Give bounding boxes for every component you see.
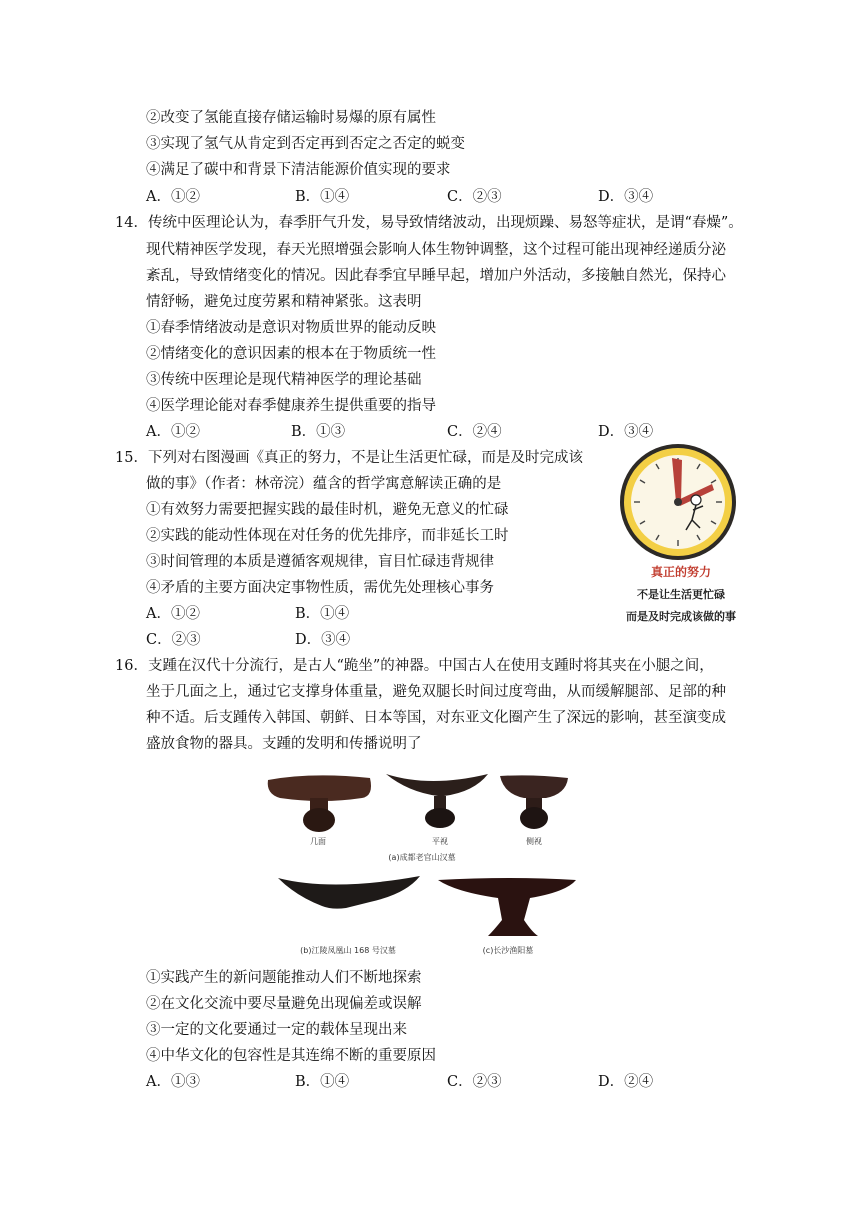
q15-stem-line-2: 做的事》（作者：林帝浣）蕴含的哲学寓意解读正确的是 <box>146 476 502 492</box>
q14-option-b: B．①③ <box>291 424 346 440</box>
q13-option-b: B．①④ <box>295 189 350 205</box>
q14-item-2: ②情绪变化的意识因素的根本在于物质统一性 <box>146 346 436 362</box>
q16-option-c: C．②③ <box>447 1074 502 1090</box>
q15-stem-line-1: 15．下列对右图漫画《真正的努力，不是让生活更忙碌，而是及时完成该 <box>115 450 583 466</box>
q15-option-d: D．③④ <box>295 632 351 648</box>
q14-option-a: A．①② <box>146 424 200 440</box>
cartoon-line-3: 而是及时完成该做的事 <box>626 610 736 623</box>
label-jimian: 几面 <box>310 837 326 846</box>
artifact-a-side-view <box>500 775 568 829</box>
q14-item-1: ①春季情绪波动是意识对物质世界的能动反映 <box>146 320 436 336</box>
label-pingshi: 平视 <box>432 837 448 846</box>
q16-stem-line-4: 盛放食物的器具。支踵的发明和传播说明了 <box>146 736 422 752</box>
q16-item-3: ③一定的文化要通过一定的载体呈现出来 <box>146 1022 407 1038</box>
q14-stem-line-2: 现代精神医学发现，春天光照增强会影响人体生物钟调整，这个过程可能出现神经递质分泌 <box>146 242 726 258</box>
cartoon-line-2: 不是让生活更忙碌 <box>637 588 725 601</box>
artifact-a-front-view <box>386 774 488 828</box>
q15-item-1: ①有效努力需要把握实践的最佳时机，避免无意义的忙碌 <box>146 502 509 518</box>
label-ceshi: 侧视 <box>526 837 542 846</box>
caption-b: (b)江陵凤凰山 168 号汉墓 <box>300 946 396 955</box>
q16-stem-line-2: 坐于几面之上，通过它支撑身体重量，避免双腿长时间过度弯曲，从而缓解腿部、足部的种 <box>146 684 726 700</box>
q14-item-3: ③传统中医理论是现代精神医学的理论基础 <box>146 372 422 388</box>
q16-stem-line-1: 16．支踵在汉代十分流行，是古人“跪坐”的神器。中国古人在使用支踵时将其夹在小腿之间， <box>115 658 714 674</box>
q14-stem-line-3: 紊乱，导致情绪变化的情况。因此春季宜早睡早起，增加户外活动，多接触自然光，保持心 <box>146 268 726 284</box>
artifact-c <box>438 878 576 936</box>
q15-option-c: C．②③ <box>146 632 201 648</box>
q16-stem-line-3: 种不适。后支踵传入韩国、朝鲜、日本等国，对东亚文化圈产生了深远的影响，甚至演变成 <box>146 710 726 726</box>
q16-item-4: ④中华文化的包容性是其连绵不断的重要原因 <box>146 1048 436 1064</box>
q16-item-2: ②在文化交流中要尽量避免出现偏差或误解 <box>146 996 422 1012</box>
caption-c: (c)长沙渔阳墓 <box>482 946 534 955</box>
q13-option-d: D．③④ <box>598 189 654 205</box>
q15-item-3: ③时间管理的本质是遵循客观规律，盲目忙碌违背规律 <box>146 554 494 570</box>
q13-item-2: ②改变了氢能直接存储运输时易爆的原有属性 <box>146 110 436 126</box>
q14-stem-line-1: 14．传统中医理论认为，春季肝气升发，易导致情绪波动，出现烦躁、易怒等症状，是谓“春燥”。 <box>115 215 743 231</box>
q15-option-a: A．①② <box>146 606 200 622</box>
artifact-b <box>278 876 420 909</box>
q16-option-d: D．②④ <box>598 1074 654 1090</box>
artifact-a-top-view <box>268 775 371 832</box>
clock-illustration <box>606 440 756 630</box>
q16-item-1: ①实践产生的新问题能推动人们不断地探索 <box>146 970 422 986</box>
q14-option-d: D．③④ <box>598 424 654 440</box>
q16-option-b: B．①④ <box>295 1074 350 1090</box>
caption-a: (a)成都老官山汉墓 <box>388 853 456 862</box>
q14-item-4: ④医学理论能对春季健康养生提供重要的指导 <box>146 398 436 414</box>
q13-option-c: C．②③ <box>447 189 502 205</box>
q15-cartoon <box>606 440 756 630</box>
q13-option-a: A．①② <box>146 189 200 205</box>
q14-option-c: C．②④ <box>447 424 502 440</box>
q14-stem-line-4: 情舒畅，避免过度劳累和精神紧张。这表明 <box>146 294 422 310</box>
q15-item-2: ②实践的能动性体现在对任务的优先排序，而非延长工时 <box>146 528 509 544</box>
q13-item-4: ④满足了碳中和背景下清洁能源价值实现的要求 <box>146 162 451 178</box>
q15-option-b: B．①④ <box>295 606 350 622</box>
cartoon-title: 真正的努力 <box>650 565 712 579</box>
q16-option-a: A．①③ <box>146 1074 200 1090</box>
q16-figure <box>262 760 582 960</box>
q15-item-4: ④矛盾的主要方面决定事物性质，需优先处理核心事务 <box>146 580 494 596</box>
q13-item-3: ③实现了氢气从肯定到否定再到否定之否定的蜕变 <box>146 136 465 152</box>
